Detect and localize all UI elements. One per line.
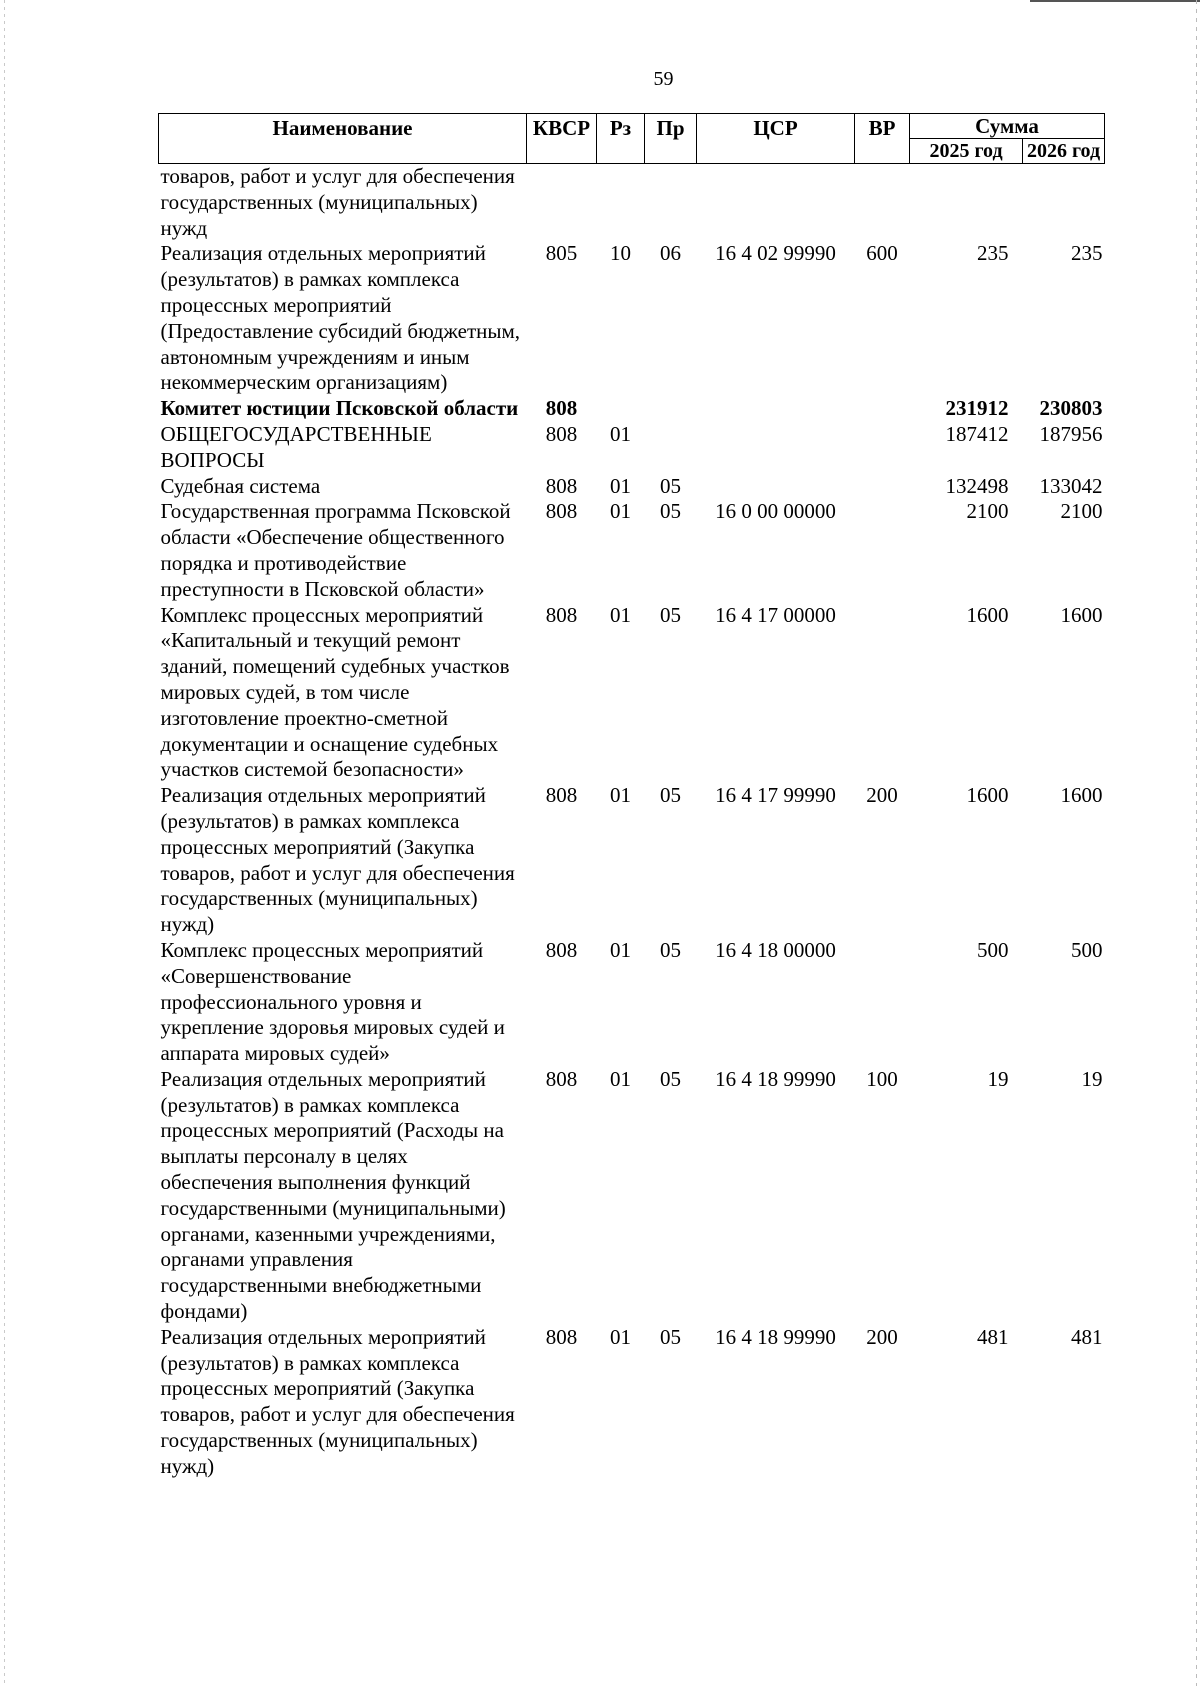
- row-kvsr: 808: [545, 473, 578, 498]
- row-kvsr: 808: [545, 937, 578, 962]
- row-sum-2025: 1600: [966, 783, 1009, 808]
- row-name: Комплекс процессных мероприятий «Капитальный и текущий ремонт зданий, помещений судебных участков мировых судей, в том числе изготовление проектно-сметной документации и оснащение судебных участков системой безопасности»: [160, 602, 510, 782]
- row-sum-2026: 235: [1071, 241, 1103, 266]
- row-kvsr: 808: [545, 602, 578, 627]
- top-edge-rule: [1030, 0, 1200, 2]
- row-rz: 01: [610, 602, 631, 627]
- row-sum-2025: 1600: [966, 602, 1009, 627]
- row-name: Судебная система: [160, 473, 321, 498]
- row-rz: 01: [610, 937, 631, 962]
- row-csr: 16 4 18 99990: [715, 1324, 836, 1349]
- row-sum-2025: 2100: [966, 499, 1009, 524]
- header-name: Наименование: [159, 114, 527, 164]
- row-name: ОБЩЕГОСУДАРСТВЕННЫЕ ВОПРОСЫ: [160, 421, 432, 472]
- row-vr: [855, 396, 910, 422]
- row-pr: [645, 422, 697, 474]
- header-year-2025: 2025 год: [910, 139, 1023, 164]
- row-sum-2026: 2100: [1060, 499, 1103, 524]
- header-csr: ЦСР: [697, 114, 855, 164]
- row-rz: [597, 396, 645, 422]
- row-name: Реализация отдельных мероприятий (результатов) в рамках комплекса процессных мероприятий (Предоставление субсидий бюджетным, автономным учреждениям и иным некоммерческим организациям): [160, 241, 521, 395]
- header-sum: Сумма: [910, 114, 1105, 139]
- row-csr: [697, 164, 855, 242]
- table-row: [159, 1067, 1105, 1325]
- row-vr: 600: [866, 241, 898, 266]
- row-pr: 05: [660, 499, 681, 524]
- table-row: [159, 1325, 1105, 1480]
- row-sum-2025: 235: [977, 241, 1009, 266]
- row-kvsr: [527, 164, 597, 242]
- row-csr: [697, 396, 855, 422]
- scan-left-edge: [4, 0, 5, 1686]
- row-rz: [597, 164, 645, 242]
- row-pr: 05: [660, 1324, 681, 1349]
- row-sum-2025: 481: [977, 1324, 1009, 1349]
- row-vr: [855, 499, 910, 602]
- row-vr: 200: [866, 783, 898, 808]
- row-sum-2026: 187956: [1039, 421, 1103, 446]
- row-sum-2026: 481: [1071, 1324, 1103, 1349]
- row-name: Государственная программа Псковской области «Обеспечение общественного порядка и противодействие преступности в Псковской области»: [160, 499, 511, 601]
- row-kvsr: 805: [545, 241, 578, 266]
- row-sum-2025: 500: [977, 937, 1009, 962]
- row-rz: 01: [610, 421, 631, 446]
- row-rz: 01: [610, 1324, 631, 1349]
- budget-table: [158, 113, 1105, 1480]
- header-year-2026: 2026 год: [1023, 139, 1105, 164]
- row-csr: 16 4 17 00000: [715, 602, 836, 627]
- row-vr: [855, 474, 910, 500]
- row-kvsr: 808: [545, 421, 578, 446]
- row-kvsr: 808: [545, 396, 578, 421]
- row-sum-2026: 1600: [1060, 783, 1103, 808]
- row-rz: 10: [610, 241, 631, 266]
- header-kvsr: КВСР: [527, 114, 597, 164]
- row-sum-2025: [910, 164, 1023, 242]
- row-sum-2026: 19: [1081, 1066, 1103, 1091]
- row-sum-2025: 187412: [945, 421, 1009, 446]
- row-csr: [697, 474, 855, 500]
- row-pr: 05: [660, 937, 681, 962]
- row-name: Комитет юстиции Псковской области: [160, 396, 519, 421]
- row-name: Реализация отдельных мероприятий (результатов) в рамках комплекса процессных мероприятий (Закупка товаров, работ и услуг для обеспечения государственных (муниципальных) нужд): [160, 1324, 515, 1478]
- row-csr: 16 4 02 99990: [715, 241, 836, 266]
- row-pr: 06: [660, 241, 681, 266]
- row-sum-2025: 19: [987, 1066, 1009, 1091]
- row-csr: [697, 422, 855, 474]
- row-csr: 16 0 00 00000: [715, 499, 836, 524]
- row-rz: 01: [610, 473, 631, 498]
- row-pr: 05: [660, 473, 681, 498]
- row-sum-2026: 1600: [1060, 602, 1103, 627]
- row-sum-2026: 133042: [1039, 473, 1103, 498]
- row-csr: 16 4 17 99990: [715, 783, 836, 808]
- row-kvsr: 808: [545, 499, 578, 524]
- scan-right-edge: [1196, 0, 1197, 1686]
- row-sum-2025: 132498: [945, 473, 1009, 498]
- table-row: [159, 422, 1105, 474]
- row-pr: 05: [660, 783, 681, 808]
- row-sum-2026: 230803: [1039, 396, 1103, 421]
- header-rz: Рз: [597, 114, 645, 164]
- table-header: [159, 114, 1105, 164]
- row-rz: 01: [610, 783, 631, 808]
- table-row: [159, 241, 1105, 396]
- row-vr: [855, 603, 910, 784]
- header-vr: ВР: [855, 114, 910, 164]
- row-pr: 05: [660, 1066, 681, 1091]
- row-csr: 16 4 18 00000: [715, 937, 836, 962]
- row-vr: 200: [866, 1324, 898, 1349]
- page-number: 59: [653, 68, 674, 90]
- row-pr: 05: [660, 602, 681, 627]
- table-row: [159, 783, 1105, 938]
- row-sum-2025: 231912: [945, 396, 1009, 421]
- row-kvsr: 808: [545, 1066, 578, 1091]
- row-vr: [855, 422, 910, 474]
- table-row: [159, 396, 1105, 422]
- row-pr: [645, 396, 697, 422]
- table-row: [159, 474, 1105, 500]
- row-name: Реализация отдельных мероприятий (результатов) в рамках комплекса процессных мероприятий (Закупка товаров, работ и услуг для обеспечения государственных (муниципальных) нужд): [160, 783, 515, 937]
- table-body: [159, 164, 1105, 1480]
- row-kvsr: 808: [545, 783, 578, 808]
- row-name: Комплекс процессных мероприятий «Совершенствование профессионального уровня и укрепление здоровья мировых судей и аппарата мировых судей»: [160, 937, 505, 1066]
- row-kvsr: 808: [545, 1324, 578, 1349]
- table-row: [159, 499, 1105, 602]
- row-vr: 100: [866, 1066, 898, 1091]
- row-rz: 01: [610, 499, 631, 524]
- row-name: Реализация отдельных мероприятий (результатов) в рамках комплекса процессных мероприятий (Расходы на выплаты персоналу в целях обеспечения выполнения функций государственными (муниципальными) органами, казенными учреждениями, органами управления государственными внебюджетными фондами): [160, 1066, 506, 1324]
- table-row: [159, 603, 1105, 784]
- row-pr: [645, 164, 697, 242]
- header-pr: Пр: [645, 114, 697, 164]
- row-vr: [855, 164, 910, 242]
- row-csr: 16 4 18 99990: [715, 1066, 836, 1091]
- row-sum-2026: [1023, 164, 1105, 242]
- row-rz: 01: [610, 1066, 631, 1091]
- row-sum-2026: 500: [1071, 937, 1103, 962]
- table-row: [159, 164, 1105, 242]
- row-name: товаров, работ и услуг для обеспечения государственных (муниципальных) нужд: [160, 164, 515, 240]
- row-vr: [855, 938, 910, 1067]
- table-row: [159, 938, 1105, 1067]
